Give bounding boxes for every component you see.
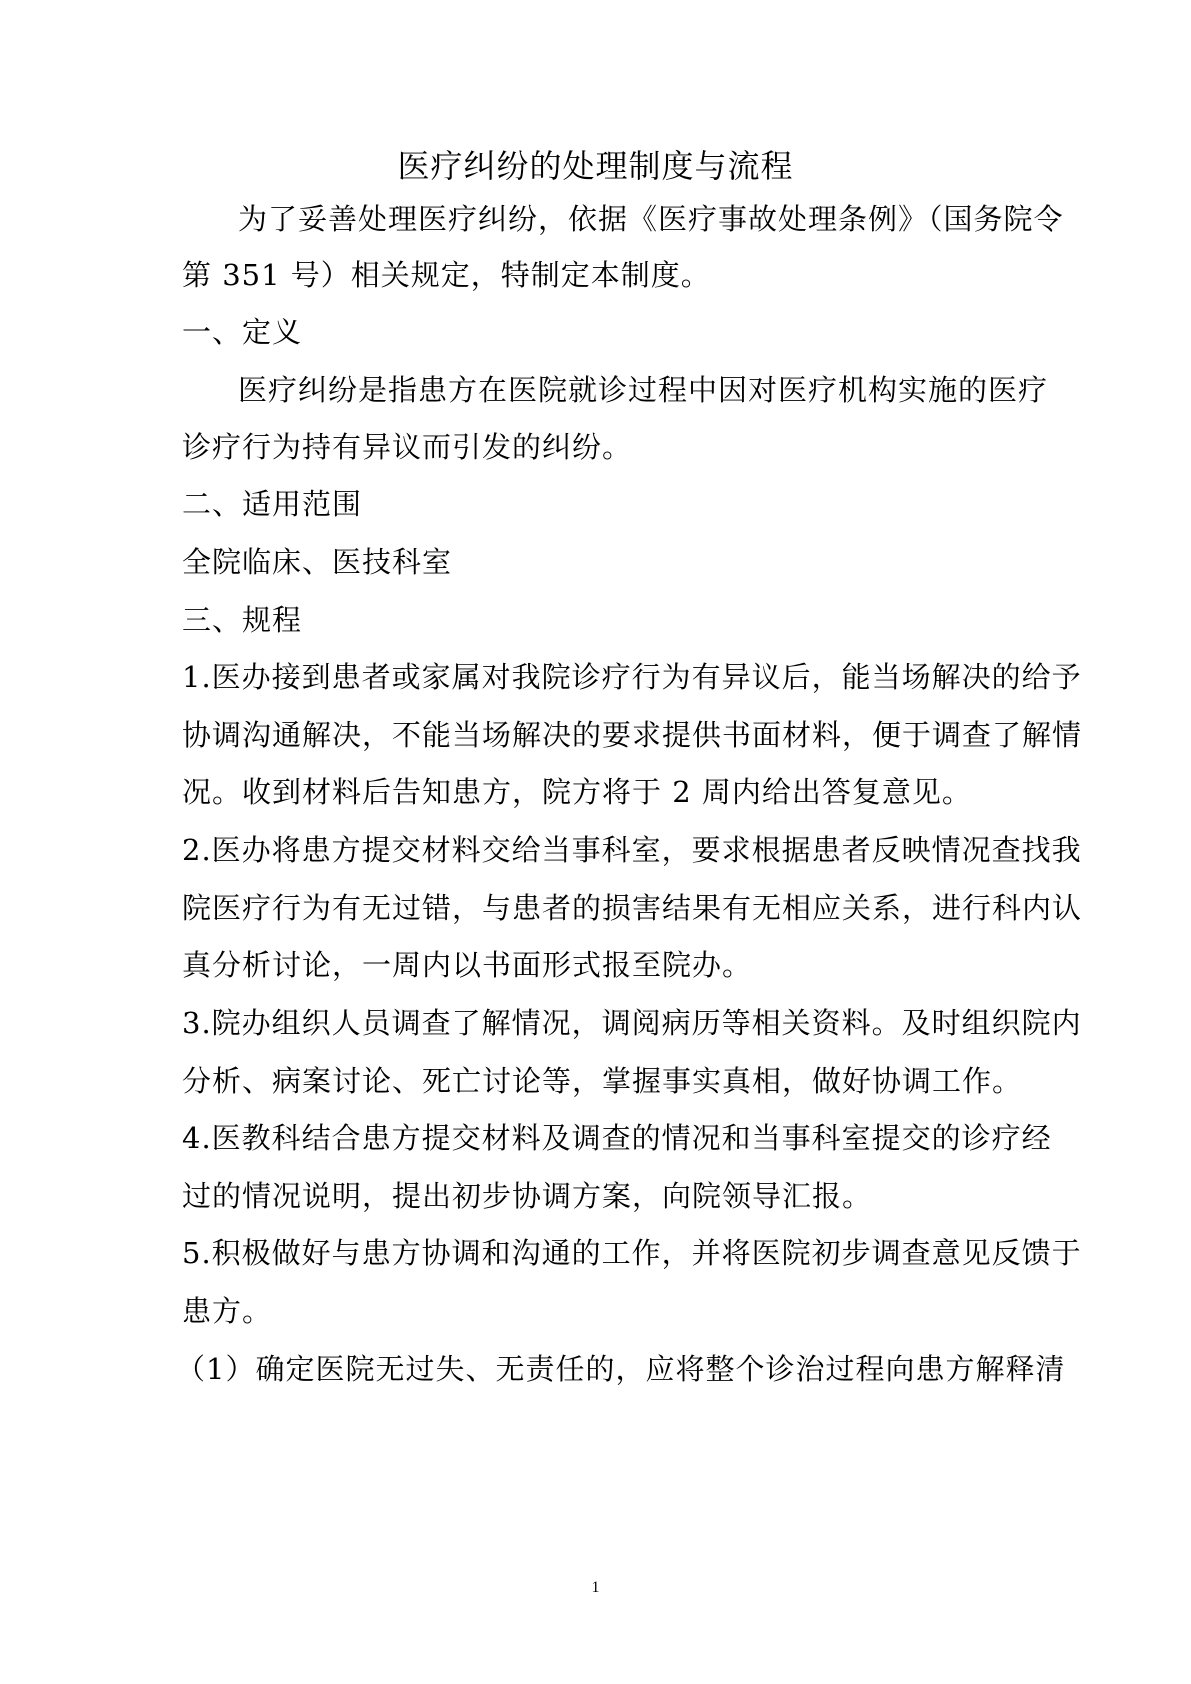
paragraph-line: 况。收到材料后告知患方，院方将于 2 周内给出答复意见。 (182, 775, 972, 809)
paragraph-line: 3.院办组织人员调查了解情况，调阅病历等相关资料。及时组织院内 (182, 1006, 1082, 1040)
paragraph-line: 过的情况说明，提出初步协调方案，向院领导汇报。 (182, 1179, 873, 1213)
page-number: 1 (591, 1579, 600, 1596)
paragraph-line: 协调沟通解决，不能当场解决的要求提供书面材料，便于调查了解情 (182, 718, 1083, 752)
paragraph-line: 分析、病案讨论、死亡讨论等，掌握事实真相，做好协调工作。 (182, 1064, 1023, 1098)
paragraph-line: 真分析讨论，一周内以书面形式报至院办。 (182, 948, 753, 982)
section-heading: 三、规程 (182, 603, 303, 637)
paragraph-line: 医疗纠纷是指患方在医院就诊过程中因对医疗机构实施的医疗 (238, 373, 1049, 407)
paragraph-line: 全院临床、医技科室 (182, 545, 453, 579)
paragraph-line: 4.医教科结合患方提交材料及调查的情况和当事科室提交的诊疗经 (182, 1121, 1052, 1155)
paragraph-line: 5.积极做好与患方协调和沟通的工作，并将医院初步调查意见反馈于 (182, 1236, 1082, 1270)
paragraph-line: 院医疗行为有无过错，与患者的损害结果有无相应关系，进行科内认 (182, 891, 1083, 925)
paragraph-line: 为了妥善处理医疗纠纷，依据《医疗事故处理条例》（国务院令 (238, 202, 1064, 236)
section-heading: 一、定义 (182, 315, 303, 349)
paragraph-line: 1.医办接到患者或家属对我院诊疗行为有异议后，能当场解决的给予 (182, 660, 1082, 694)
paragraph-line: （1）确定医院无过失、无责任的，应将整个诊治过程向患方解释清 (176, 1352, 1066, 1386)
paragraph-line: 患方。 (182, 1294, 273, 1328)
paragraph-line: 第 351 号）相关规定，特制定本制度。 (182, 258, 711, 292)
paragraph-line: 2.医办将患方提交材料交给当事科室，要求根据患者反映情况查找我 (182, 833, 1082, 867)
document-title: 医疗纠纷的处理制度与流程 (397, 147, 794, 185)
paragraph-line: 诊疗行为持有异议而引发的纠纷。 (182, 430, 633, 464)
section-heading: 二、适用范围 (182, 487, 363, 521)
